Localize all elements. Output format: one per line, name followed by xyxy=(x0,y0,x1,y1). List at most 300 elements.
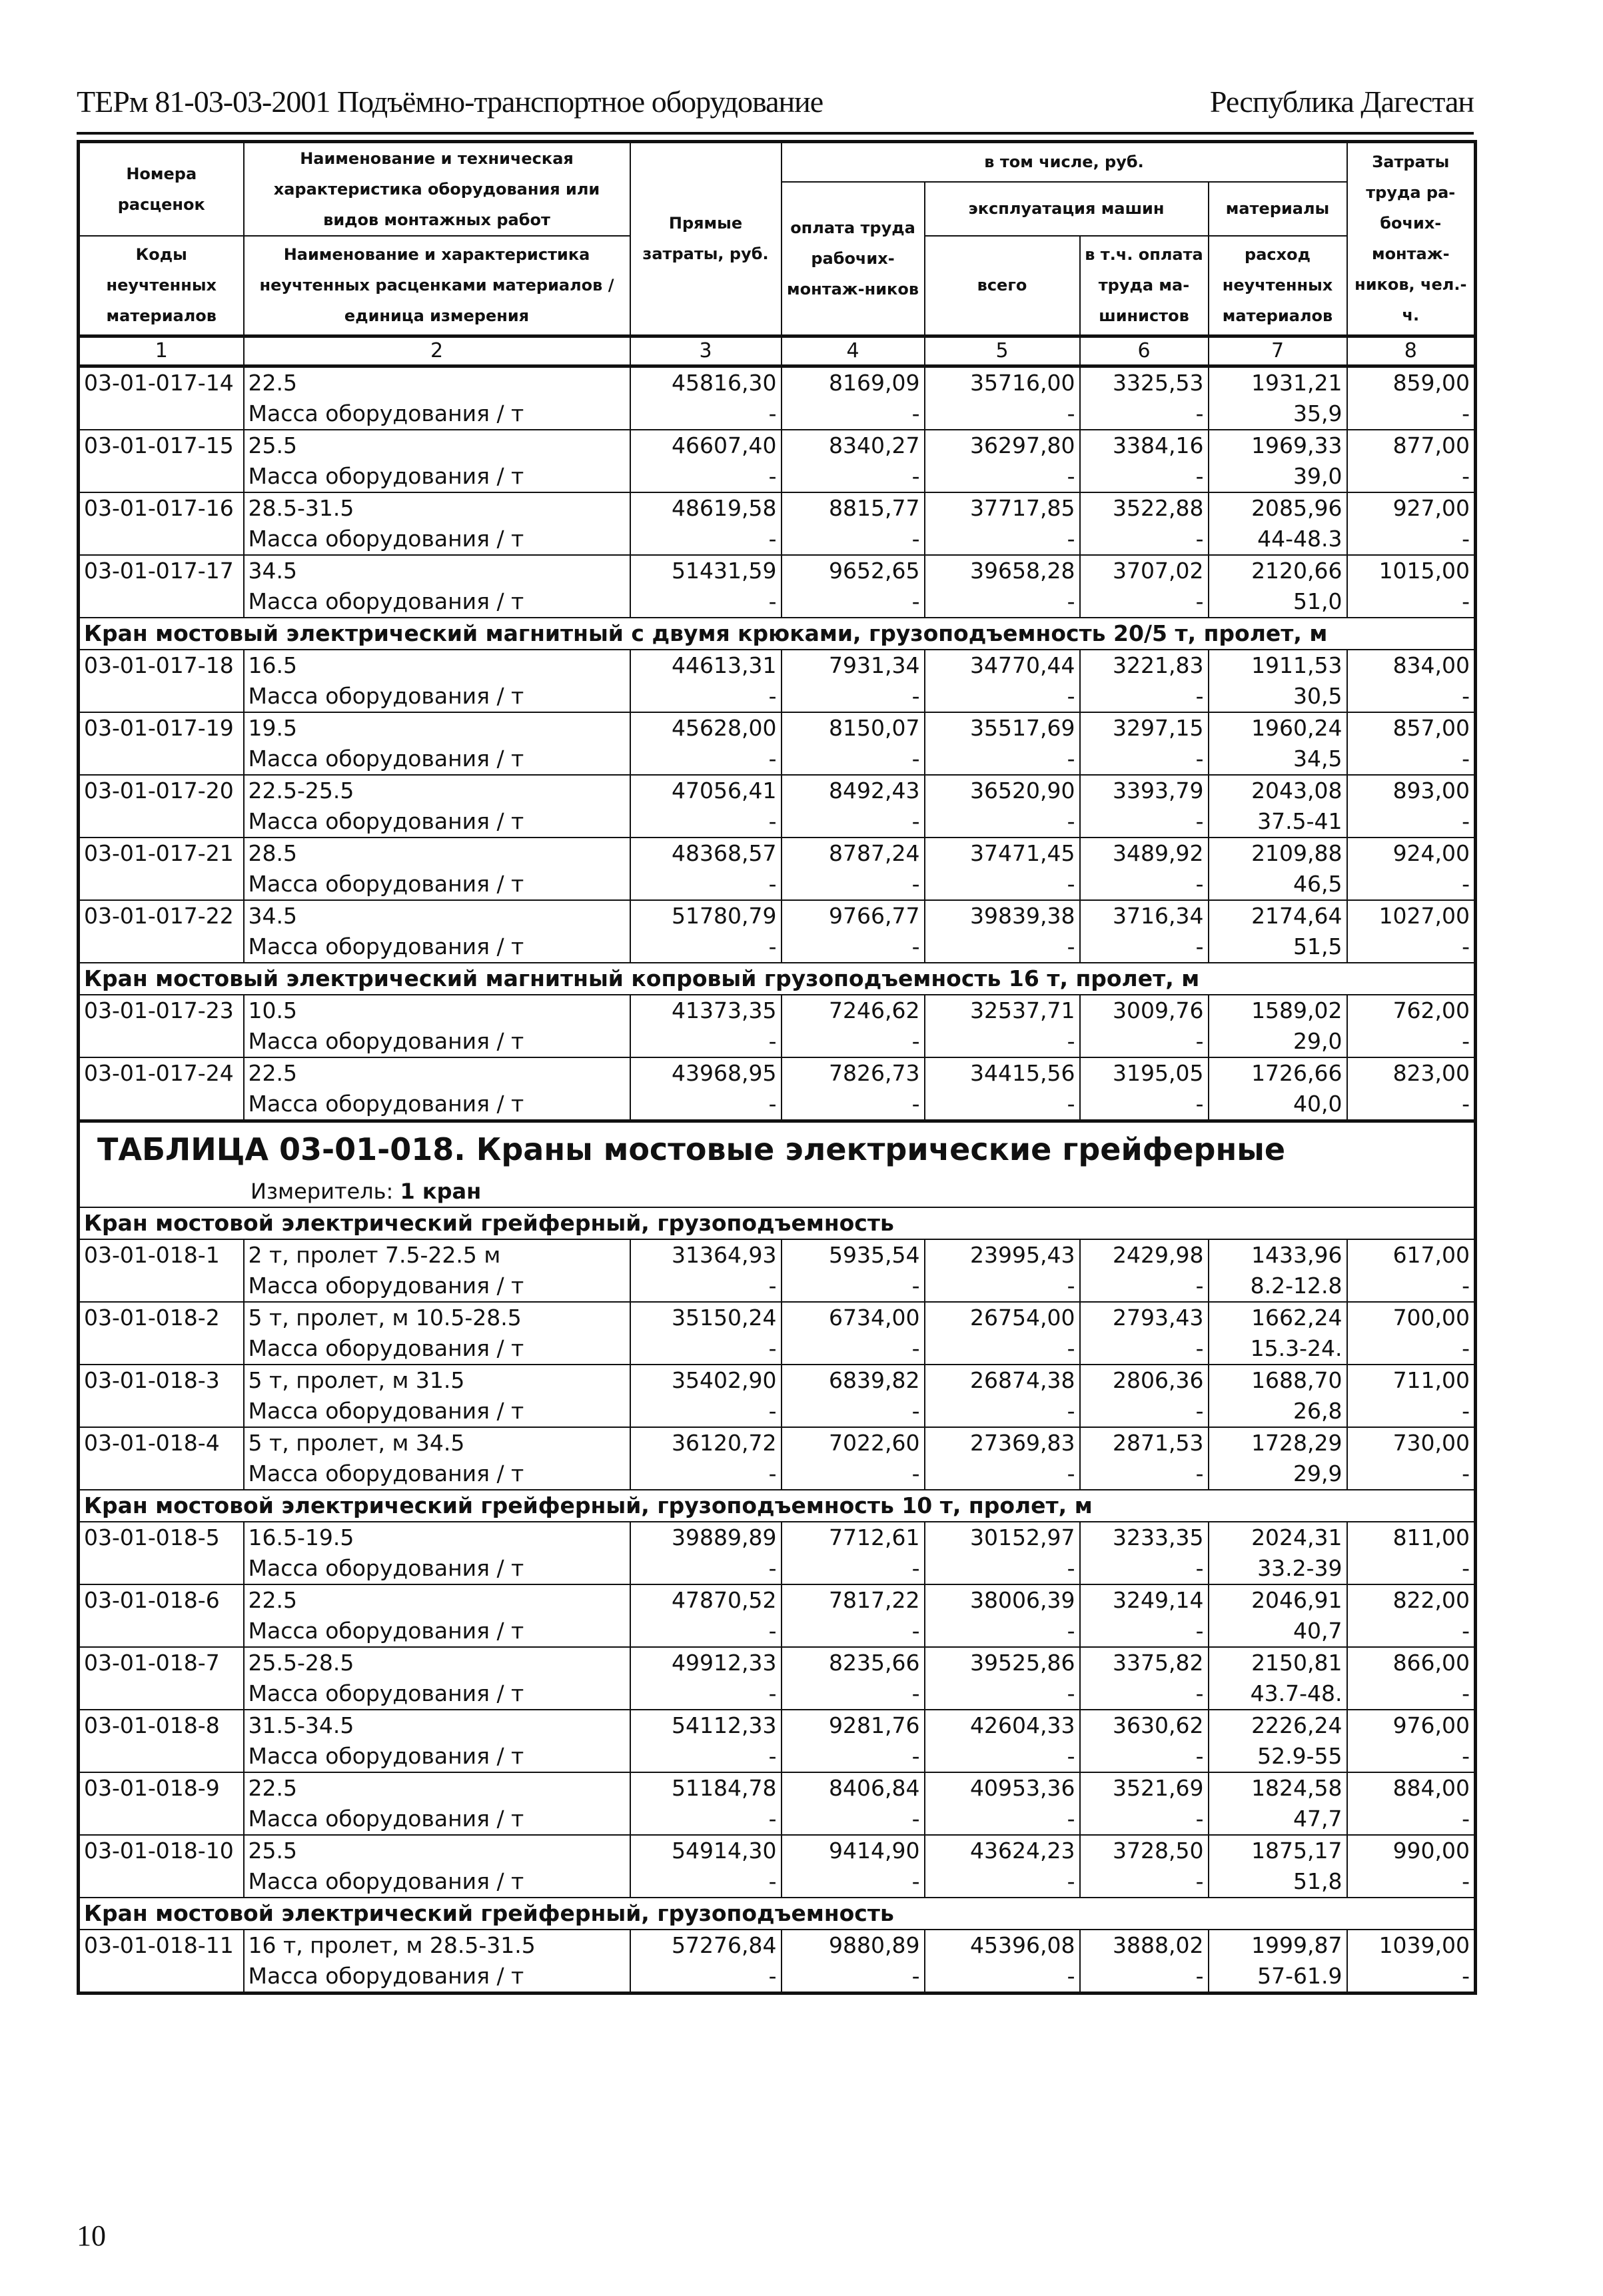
empty-dash: - xyxy=(1080,1678,1209,1710)
empty-dash: - xyxy=(925,1678,1080,1710)
mass-label: Масса оборудования / т xyxy=(244,1271,630,1302)
rate-name: 5 т, пролет, м 34.5 xyxy=(244,1427,630,1458)
empty-dash: - xyxy=(1080,681,1209,712)
machine-total-value: 37471,45 xyxy=(925,838,1080,869)
materials-value: 1589,02 xyxy=(1209,995,1347,1026)
mass-label: Масса оборудования / т xyxy=(244,1866,630,1898)
empty-dash: - xyxy=(1347,1866,1476,1898)
mass-label: Масса оборудования / т xyxy=(244,869,630,900)
empty-dash: - xyxy=(1347,1333,1476,1365)
worker-pay-value: 7712,61 xyxy=(782,1522,925,1553)
table-row xyxy=(79,1302,1476,1333)
column-number: 7 xyxy=(1209,336,1347,366)
materials-value: 2085,96 xyxy=(1209,492,1347,524)
empty-dash: - xyxy=(1080,1741,1209,1772)
materials-value: 1728,29 xyxy=(1209,1427,1347,1458)
worker-pay-value: 7817,22 xyxy=(782,1584,925,1616)
empty-dash: - xyxy=(925,931,1080,963)
empty-dash: - xyxy=(782,869,925,900)
empty-dash: - xyxy=(1080,1089,1209,1121)
materials-value: 1688,70 xyxy=(1209,1365,1347,1396)
worker-pay-value: 8235,66 xyxy=(782,1647,925,1678)
empty-dash: - xyxy=(630,1804,782,1835)
mass-label: Масса оборудования / т xyxy=(244,398,630,430)
mass-label: Масса оборудования / т xyxy=(244,931,630,963)
mass-row xyxy=(79,806,1476,838)
rate-code: 03-01-018-11 xyxy=(79,1930,244,1994)
table-row xyxy=(79,492,1476,524)
rate-code: 03-01-017-14 xyxy=(79,366,244,430)
labor-value: 711,00 xyxy=(1347,1365,1476,1396)
machine-total-value: 39839,38 xyxy=(925,900,1080,931)
running-head xyxy=(77,72,1474,135)
labor-value: 893,00 xyxy=(1347,775,1476,806)
mass-value: 8.2-12.8 xyxy=(1209,1271,1347,1302)
rate-code: 03-01-018-4 xyxy=(79,1427,244,1490)
empty-dash: - xyxy=(630,1271,782,1302)
table-row xyxy=(79,995,1476,1026)
mass-row xyxy=(79,1089,1476,1121)
empty-dash: - xyxy=(630,1333,782,1365)
operator-pay-value: 2429,98 xyxy=(1080,1239,1209,1271)
mass-row xyxy=(79,1026,1476,1057)
table-row xyxy=(79,366,1476,398)
empty-dash: - xyxy=(782,681,925,712)
header-materials: материалы xyxy=(1209,182,1347,237)
mass-row xyxy=(79,1866,1476,1898)
empty-dash: - xyxy=(1347,1678,1476,1710)
empty-dash: - xyxy=(630,586,782,618)
worker-pay-value: 8492,43 xyxy=(782,775,925,806)
empty-dash: - xyxy=(782,1553,925,1584)
column-number: 3 xyxy=(630,336,782,366)
rate-name: 5 т, пролет, м 31.5 xyxy=(244,1365,630,1396)
mass-row xyxy=(79,586,1476,618)
empty-dash: - xyxy=(1080,1458,1209,1490)
direct-costs-value: 35150,24 xyxy=(630,1302,782,1333)
mass-value: 29,0 xyxy=(1209,1026,1347,1057)
header-material-codes: Коды неучтенных материалов xyxy=(79,236,244,336)
empty-dash: - xyxy=(630,744,782,775)
operator-pay-value: 3521,69 xyxy=(1080,1772,1209,1804)
table-row xyxy=(79,1930,1476,1961)
empty-dash: - xyxy=(1080,1026,1209,1057)
empty-dash: - xyxy=(782,1804,925,1835)
empty-dash: - xyxy=(1080,1961,1209,1994)
worker-pay-value: 6839,82 xyxy=(782,1365,925,1396)
empty-dash: - xyxy=(782,524,925,555)
direct-costs-value: 41373,35 xyxy=(630,995,782,1026)
labor-value: 857,00 xyxy=(1347,712,1476,744)
empty-dash: - xyxy=(1347,1458,1476,1490)
column-number-row xyxy=(79,336,1476,366)
mass-row xyxy=(79,461,1476,492)
unit-value: 1 кран xyxy=(400,1178,482,1204)
header-direct-costs: Прямые затраты, руб. xyxy=(630,142,782,336)
empty-dash: - xyxy=(925,1026,1080,1057)
machine-total-value: 38006,39 xyxy=(925,1584,1080,1616)
table-body xyxy=(79,336,1476,1993)
operator-pay-value: 3522,88 xyxy=(1080,492,1209,524)
direct-costs-value: 31364,93 xyxy=(630,1239,782,1271)
machine-total-value: 43624,23 xyxy=(925,1835,1080,1866)
materials-value: 1931,21 xyxy=(1209,366,1347,398)
empty-dash: - xyxy=(1347,1026,1476,1057)
empty-dash: - xyxy=(1080,1616,1209,1647)
table-title-cell xyxy=(79,1121,1476,1207)
mass-value: 39,0 xyxy=(1209,461,1347,492)
mass-row xyxy=(79,869,1476,900)
mass-label: Масса оборудования / т xyxy=(244,681,630,712)
materials-value: 1824,58 xyxy=(1209,1772,1347,1804)
operator-pay-value: 3249,14 xyxy=(1080,1584,1209,1616)
mass-label: Масса оборудования / т xyxy=(244,1616,630,1647)
empty-dash: - xyxy=(630,869,782,900)
empty-dash: - xyxy=(782,1333,925,1365)
labor-value: 976,00 xyxy=(1347,1710,1476,1741)
labor-value: 823,00 xyxy=(1347,1057,1476,1089)
worker-pay-value: 7246,62 xyxy=(782,995,925,1026)
rate-name: 5 т, пролет, м 10.5-28.5 xyxy=(244,1302,630,1333)
operator-pay-value: 3707,02 xyxy=(1080,555,1209,586)
labor-value: 762,00 xyxy=(1347,995,1476,1026)
materials-value: 2046,91 xyxy=(1209,1584,1347,1616)
mass-row xyxy=(79,1396,1476,1427)
worker-pay-value: 9281,76 xyxy=(782,1710,925,1741)
labor-value: 1015,00 xyxy=(1347,555,1476,586)
section-heading: Кран мостовой электрический грейферный, грузоподъемность xyxy=(79,1207,1476,1239)
mass-value: 37.5-41 xyxy=(1209,806,1347,838)
empty-dash: - xyxy=(1347,1741,1476,1772)
table-row xyxy=(79,1835,1476,1866)
operator-pay-value: 3384,16 xyxy=(1080,430,1209,461)
empty-dash: - xyxy=(630,1961,782,1994)
empty-dash: - xyxy=(782,1458,925,1490)
empty-dash: - xyxy=(925,1741,1080,1772)
table-row xyxy=(79,775,1476,806)
empty-dash: - xyxy=(630,1866,782,1898)
machine-total-value: 45396,08 xyxy=(925,1930,1080,1961)
machine-total-value: 35716,00 xyxy=(925,366,1080,398)
header-including: в том числе, руб. xyxy=(782,142,1347,182)
table-title-row xyxy=(79,1121,1476,1207)
empty-dash: - xyxy=(925,1458,1080,1490)
labor-value: 924,00 xyxy=(1347,838,1476,869)
materials-value: 1969,33 xyxy=(1209,430,1347,461)
mass-row xyxy=(79,1678,1476,1710)
empty-dash: - xyxy=(925,1961,1080,1994)
mass-label: Масса оборудования / т xyxy=(244,1678,630,1710)
mass-row xyxy=(79,398,1476,430)
mass-row xyxy=(79,524,1476,555)
worker-pay-value: 8340,27 xyxy=(782,430,925,461)
rate-code: 03-01-018-10 xyxy=(79,1835,244,1898)
machine-total-value: 35517,69 xyxy=(925,712,1080,744)
mass-row xyxy=(79,1271,1476,1302)
direct-costs-value: 48368,57 xyxy=(630,838,782,869)
column-number: 4 xyxy=(782,336,925,366)
rate-name: 28.5 xyxy=(244,838,630,869)
machine-total-value: 36297,80 xyxy=(925,430,1080,461)
direct-costs-value: 47870,52 xyxy=(630,1584,782,1616)
rates-table xyxy=(77,140,1477,1995)
worker-pay-value: 7931,34 xyxy=(782,650,925,681)
empty-dash: - xyxy=(1347,1553,1476,1584)
mass-value: 40,0 xyxy=(1209,1089,1347,1121)
materials-value: 2043,08 xyxy=(1209,775,1347,806)
mass-label: Масса оборудования / т xyxy=(244,1741,630,1772)
rate-code: 03-01-017-20 xyxy=(79,775,244,838)
mass-label: Масса оборудования / т xyxy=(244,806,630,838)
materials-value: 1726,66 xyxy=(1209,1057,1347,1089)
column-number: 5 xyxy=(925,336,1080,366)
mass-row xyxy=(79,1961,1476,1994)
empty-dash: - xyxy=(630,398,782,430)
section-heading: Кран мостовой электрический грейферный, грузоподъемность 10 т, пролет, м xyxy=(79,1490,1476,1522)
mass-value: 44-48.3 xyxy=(1209,524,1347,555)
empty-dash: - xyxy=(1347,398,1476,430)
materials-value: 2120,66 xyxy=(1209,555,1347,586)
direct-costs-value: 51184,78 xyxy=(630,1772,782,1804)
empty-dash: - xyxy=(782,1026,925,1057)
empty-dash: - xyxy=(925,1553,1080,1584)
empty-dash: - xyxy=(925,1089,1080,1121)
section-heading-row xyxy=(79,1207,1476,1239)
running-head-title: ТЕРм 81-03-03-2001 Подъёмно-транспортное оборудование xyxy=(77,85,823,119)
header-worker-pay: оплата труда рабочих-монтаж-ников xyxy=(782,182,925,336)
operator-pay-value: 3489,92 xyxy=(1080,838,1209,869)
mass-row xyxy=(79,1333,1476,1365)
header-name: Наименование и техническая характеристика оборудования или видов монтажных работ xyxy=(244,142,630,237)
direct-costs-value: 54914,30 xyxy=(630,1835,782,1866)
rate-name: 16 т, пролет, м 28.5-31.5 xyxy=(244,1930,630,1961)
mass-value: 15.3-24. xyxy=(1209,1333,1347,1365)
rate-name: 28.5-31.5 xyxy=(244,492,630,524)
empty-dash: - xyxy=(630,806,782,838)
empty-dash: - xyxy=(1347,1804,1476,1835)
table-row xyxy=(79,1427,1476,1458)
empty-dash: - xyxy=(782,1396,925,1427)
rate-name: 16.5 xyxy=(244,650,630,681)
rate-name: 25.5 xyxy=(244,430,630,461)
labor-value: 617,00 xyxy=(1347,1239,1476,1271)
empty-dash: - xyxy=(782,1678,925,1710)
rate-name: 22.5 xyxy=(244,1772,630,1804)
header-unaccounted-consumption: расход неучтенных материалов xyxy=(1209,236,1347,336)
rate-name: 22.5 xyxy=(244,366,630,398)
empty-dash: - xyxy=(1080,1396,1209,1427)
empty-dash: - xyxy=(630,1678,782,1710)
section-heading: Кран мостовый электрический магнитный копровый грузоподъемность 16 т, пролет, м xyxy=(79,963,1476,995)
empty-dash: - xyxy=(782,806,925,838)
machine-total-value: 26874,38 xyxy=(925,1365,1080,1396)
empty-dash: - xyxy=(782,1616,925,1647)
rate-name: 34.5 xyxy=(244,900,630,931)
empty-dash: - xyxy=(925,461,1080,492)
column-number: 1 xyxy=(79,336,244,366)
header-machine-operation: эксплуатация машин xyxy=(925,182,1209,237)
machine-total-value: 27369,83 xyxy=(925,1427,1080,1458)
worker-pay-value: 9880,89 xyxy=(782,1930,925,1961)
rate-name: 22.5 xyxy=(244,1584,630,1616)
empty-dash: - xyxy=(782,744,925,775)
column-number: 6 xyxy=(1080,336,1209,366)
direct-costs-value: 45628,00 xyxy=(630,712,782,744)
empty-dash: - xyxy=(782,1741,925,1772)
worker-pay-value: 9652,65 xyxy=(782,555,925,586)
table-row xyxy=(79,838,1476,869)
header-total: всего xyxy=(925,236,1080,336)
mass-row xyxy=(79,744,1476,775)
empty-dash: - xyxy=(1080,398,1209,430)
empty-dash: - xyxy=(630,1553,782,1584)
empty-dash: - xyxy=(1347,1089,1476,1121)
worker-pay-value: 6734,00 xyxy=(782,1302,925,1333)
mass-value: 40,7 xyxy=(1209,1616,1347,1647)
operator-pay-value: 2871,53 xyxy=(1080,1427,1209,1458)
materials-value: 1999,87 xyxy=(1209,1930,1347,1961)
table-row xyxy=(79,1584,1476,1616)
empty-dash: - xyxy=(630,1089,782,1121)
machine-total-value: 23995,43 xyxy=(925,1239,1080,1271)
machine-total-value: 37717,85 xyxy=(925,492,1080,524)
mass-label: Масса оборудования / т xyxy=(244,1026,630,1057)
labor-value: 834,00 xyxy=(1347,650,1476,681)
empty-dash: - xyxy=(925,1616,1080,1647)
mass-label: Масса оборудования / т xyxy=(244,586,630,618)
mass-row xyxy=(79,1458,1476,1490)
rate-name: 34.5 xyxy=(244,555,630,586)
labor-value: 927,00 xyxy=(1347,492,1476,524)
operator-pay-value: 3728,50 xyxy=(1080,1835,1209,1866)
mass-label: Масса оборудования / т xyxy=(244,1553,630,1584)
operator-pay-value: 3009,76 xyxy=(1080,995,1209,1026)
empty-dash: - xyxy=(630,524,782,555)
operator-pay-value: 2806,36 xyxy=(1080,1365,1209,1396)
operator-pay-value: 3325,53 xyxy=(1080,366,1209,398)
table-row xyxy=(79,1365,1476,1396)
page-number: 10 xyxy=(77,2219,106,2252)
rate-name: 2 т, пролет 7.5-22.5 м xyxy=(244,1239,630,1271)
empty-dash: - xyxy=(925,1804,1080,1835)
empty-dash: - xyxy=(1080,806,1209,838)
direct-costs-value: 44613,31 xyxy=(630,650,782,681)
empty-dash: - xyxy=(1080,461,1209,492)
rate-code: 03-01-017-21 xyxy=(79,838,244,900)
empty-dash: - xyxy=(1347,1616,1476,1647)
operator-pay-value: 3375,82 xyxy=(1080,1647,1209,1678)
worker-pay-value: 7826,73 xyxy=(782,1057,925,1089)
mass-value: 26,8 xyxy=(1209,1396,1347,1427)
empty-dash: - xyxy=(630,681,782,712)
table-row xyxy=(79,1057,1476,1089)
empty-dash: - xyxy=(630,461,782,492)
rate-name: 25.5-28.5 xyxy=(244,1647,630,1678)
mass-value: 47,7 xyxy=(1209,1804,1347,1835)
worker-pay-value: 8150,07 xyxy=(782,712,925,744)
materials-value: 1433,96 xyxy=(1209,1239,1347,1271)
empty-dash: - xyxy=(630,931,782,963)
machine-total-value: 39525,86 xyxy=(925,1647,1080,1678)
rate-name: 25.5 xyxy=(244,1835,630,1866)
materials-value: 2174,64 xyxy=(1209,900,1347,931)
section-heading: Кран мостовый электрический магнитный с двумя крюками, грузоподъемность 20/5 т, пролет, м xyxy=(79,618,1476,650)
empty-dash: - xyxy=(925,1271,1080,1302)
empty-dash: - xyxy=(1080,1271,1209,1302)
mass-row xyxy=(79,681,1476,712)
direct-costs-value: 47056,41 xyxy=(630,775,782,806)
worker-pay-value: 8169,09 xyxy=(782,366,925,398)
empty-dash: - xyxy=(925,1396,1080,1427)
direct-costs-value: 57276,84 xyxy=(630,1930,782,1961)
direct-costs-value: 51431,59 xyxy=(630,555,782,586)
table-row xyxy=(79,1647,1476,1678)
empty-dash: - xyxy=(925,681,1080,712)
table-row xyxy=(79,1522,1476,1553)
empty-dash: - xyxy=(782,931,925,963)
mass-value: 51,5 xyxy=(1209,931,1347,963)
empty-dash: - xyxy=(925,744,1080,775)
machine-total-value: 26754,00 xyxy=(925,1302,1080,1333)
rate-name: 22.5 xyxy=(244,1057,630,1089)
empty-dash: - xyxy=(1347,1396,1476,1427)
operator-pay-value: 3888,02 xyxy=(1080,1930,1209,1961)
empty-dash: - xyxy=(1080,931,1209,963)
rate-code: 03-01-018-7 xyxy=(79,1647,244,1710)
empty-dash: - xyxy=(782,461,925,492)
empty-dash: - xyxy=(630,1026,782,1057)
table-row xyxy=(79,1710,1476,1741)
direct-costs-value: 45816,30 xyxy=(630,366,782,398)
worker-pay-value: 9414,90 xyxy=(782,1835,925,1866)
rate-code: 03-01-017-24 xyxy=(79,1057,244,1121)
section-heading-row xyxy=(79,618,1476,650)
mass-label: Масса оборудования / т xyxy=(244,1458,630,1490)
rate-code: 03-01-017-17 xyxy=(79,555,244,618)
column-number: 2 xyxy=(244,336,630,366)
labor-value: 866,00 xyxy=(1347,1647,1476,1678)
mass-row xyxy=(79,931,1476,963)
operator-pay-value: 3630,62 xyxy=(1080,1710,1209,1741)
rate-name: 10.5 xyxy=(244,995,630,1026)
mass-label: Масса оборудования / т xyxy=(244,1333,630,1365)
empty-dash: - xyxy=(925,398,1080,430)
table-row xyxy=(79,555,1476,586)
materials-value: 1662,24 xyxy=(1209,1302,1347,1333)
mass-row xyxy=(79,1553,1476,1584)
empty-dash: - xyxy=(1347,869,1476,900)
labor-value: 700,00 xyxy=(1347,1302,1476,1333)
labor-value: 811,00 xyxy=(1347,1522,1476,1553)
worker-pay-value: 8787,24 xyxy=(782,838,925,869)
mass-value: 30,5 xyxy=(1209,681,1347,712)
empty-dash: - xyxy=(1347,681,1476,712)
labor-value: 1027,00 xyxy=(1347,900,1476,931)
operator-pay-value: 3195,05 xyxy=(1080,1057,1209,1089)
direct-costs-value: 35402,90 xyxy=(630,1365,782,1396)
empty-dash: - xyxy=(1347,744,1476,775)
direct-costs-value: 51780,79 xyxy=(630,900,782,931)
header-operator-pay: в т.ч. оплата труда ма-шинистов xyxy=(1080,236,1209,336)
mass-row xyxy=(79,1804,1476,1835)
rate-code: 03-01-018-6 xyxy=(79,1584,244,1647)
direct-costs-value: 46607,40 xyxy=(630,430,782,461)
rate-code: 03-01-017-19 xyxy=(79,712,244,775)
operator-pay-value: 2793,43 xyxy=(1080,1302,1209,1333)
materials-value: 2109,88 xyxy=(1209,838,1347,869)
empty-dash: - xyxy=(1347,1271,1476,1302)
rate-code: 03-01-017-23 xyxy=(79,995,244,1057)
